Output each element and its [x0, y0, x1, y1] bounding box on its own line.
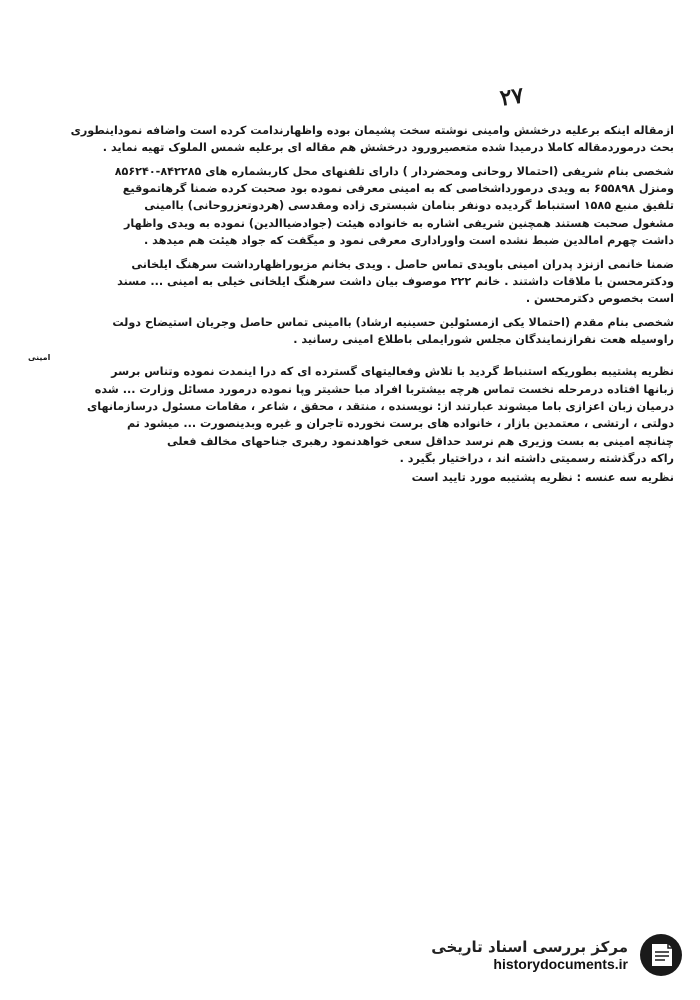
document-body	[28, 122, 674, 489]
watermark	[431, 932, 684, 978]
text-line: است بخصوص دکترمحسن .	[525, 292, 674, 306]
text-line: ودکترمحسن با ملاقات داشتند . خانم ۲۲۲ موصوف بیان داشت سرهنگ ایلخانی خیلی به امینی ... مسند	[117, 274, 674, 288]
text-line: زبانها افتاده درمرحله نخست تماس هرچه بیشتربا افراد مبا حشیتر وپا نموده درمورد مسائل وزارت ... شده	[94, 382, 674, 396]
text-line: شخصی بنام مقدم (احتمالا یکی ازمسئولین حسینیه ارشاد) باامینی تماس حاصل وجریان استیضاح دولت	[112, 315, 674, 329]
page-number-marker: ۲۷	[498, 82, 526, 112]
text-line: داشت چهرم امالدین ضبط نشده است واوراداری معرفی نمود و میگفت که جواد هیئت هم میدهد .	[144, 234, 674, 248]
watermark-text	[431, 938, 628, 972]
paragraph-1	[28, 122, 674, 157]
text-line: مشغول صحبت هستند همچنین شریفی اشاره به خانواده هیئت (جوادضیاالدین) نموده به ویدی واظهار	[123, 216, 674, 230]
paragraph-6	[28, 469, 674, 486]
text-line: ضمنا خانمی ازنزد پدران امینی باویدی تماس حاصل . ویدی بخانم مزبوراظهارداشت سرهنگ ایلخانی	[131, 257, 674, 271]
text-line: تلفیق منبع ۱۵۸۵ استنباط گردیده دونفر بنامان شبستری زاده ومقدسی (هردوتعزروحانی) باامینی	[144, 199, 674, 213]
text-line: نظریه سه عنسه : نظریه پشتیبه مورد تایید است	[411, 471, 674, 485]
text-line: راوسیله هعت نفرازنمایندگان مجلس شورایملی باطلاع امینی رسانید .	[293, 332, 674, 346]
margin-note: امینی	[28, 354, 51, 363]
paragraph-5	[28, 354, 674, 467]
watermark-title: مرکز بررسی اسناد تاریخی	[431, 938, 628, 956]
text-line: راکه درگذشته رسمیتی داشته اند ، دراختیار بگیرد .	[399, 452, 674, 466]
watermark-url: historydocuments.ir	[493, 956, 628, 972]
paragraph-4	[28, 314, 674, 349]
paragraph-2	[28, 163, 674, 250]
text-line: درمیان زبان اعزازی باما میشوند عبارتند از: نویسنده ، منتقد ، محقق ، شاعر ، مقامات مسئول درسازمانهای	[87, 400, 674, 414]
text-line: چنانچه امینی به بست وزیری هم نرسد حداقل سعی خواهدنمود رهبری جناحهای مخالف فعلی	[167, 434, 674, 448]
document-archive-logo-icon	[638, 932, 684, 978]
text-line: نظریه پشتیبه بطوریکه استنباط گردید با تلاش وفعالیتهای گسترده ای که درا اینمدت نموده وتناس برسر	[111, 365, 674, 379]
text-line: ازمقاله اینکه برعلیه درخشش وامینی نوشته سخت پشیمان بوده واظهارندامت کرده است واضافه نموداینطوری	[70, 124, 674, 137]
paragraph-3	[28, 256, 674, 308]
text-line: بحث درموردمقاله کاملا درمیدا شده متعصیرورود درخشش هم مقاله ای برعلیه شمس الملوک تهیه نماید .	[102, 141, 674, 155]
text-line: ومنزل ۶۵۵۸۹۸ به ویدی درمورداشخاصی که به امینی معرفی نموده بود صحبت کرده ضمنا گرهاتموقیع	[122, 182, 674, 196]
text-line: دولتی ، ارتشی ، معتمدین بازار ، خانواده های برست نخورده تاجران و غیره وبدینصورت ... میشود تم	[126, 417, 674, 431]
text-line: شخصی بنام شریفی (احتمالا روحانی ومحضردار ) دارای تلفنهای محل کاربشماره های ۸۴۲۲۸۵-۸۵۶۲۴۰	[114, 164, 674, 178]
